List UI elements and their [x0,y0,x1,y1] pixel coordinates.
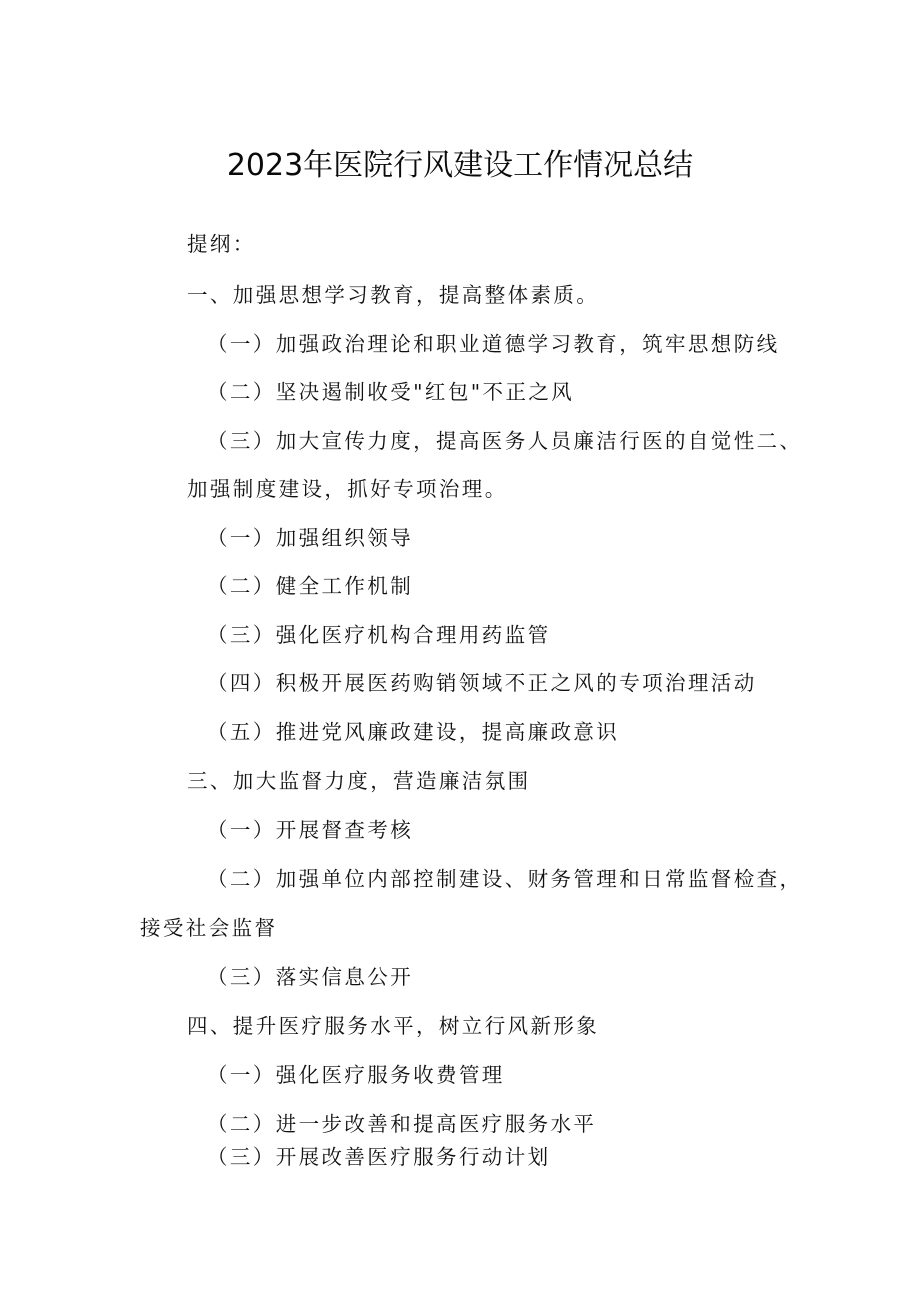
section-3-item-3: （三）落实信息公开 [207,965,414,989]
document-title: 2023年医院行风建设工作情况总结 [226,148,694,183]
section-4-item-2: （二）进一步改善和提高医疗服务水平 [207,1112,597,1136]
section-2-item-5: （五）推进党风廉政建设，提高廉政意识 [207,720,620,744]
section-2-item-4: （四）积极开展医药购销领域不正之风的专项治理活动 [207,671,757,695]
section-2-item-1: （一）加强组织领导 [207,526,414,550]
section-4-item-3: （三）开展改善医疗服务行动计划 [207,1145,551,1169]
section-1-heading: 一、加强思想学习教育，提高整体素质。 [187,283,600,307]
section-1-item-3: （三）加大宣传力度，提高医务人员廉洁行医的自觉性二、 [207,429,803,453]
section-1-item-1: （一）加强政治理论和职业道德学习教育，筑牢思想防线 [207,332,780,356]
section-3-item-2: （二）加强单位内部控制建设、财务管理和日常监督检查， [207,867,803,891]
section-4-heading: 四、提升医疗服务水平，树立行风新形象 [187,1014,600,1038]
outline-heading: 提纲： [187,232,256,256]
section-3-item-1: （一）开展督查考核 [207,818,414,842]
section-2-heading: 加强制度建设，抓好专项治理。 [187,477,508,501]
section-2-item-2: （二）健全工作机制 [207,574,414,598]
section-4-item-1: （一）强化医疗服务收费管理 [207,1063,505,1087]
section-3-item-2-continued: 接受社会监督 [140,916,278,940]
section-2-item-3: （三）强化医疗机构合理用药监管 [207,623,551,647]
section-1-item-2: （二）坚决遏制收受"红包"不正之风 [207,380,575,404]
section-3-heading: 三、加大监督力度，营造廉洁氛围 [187,769,531,793]
